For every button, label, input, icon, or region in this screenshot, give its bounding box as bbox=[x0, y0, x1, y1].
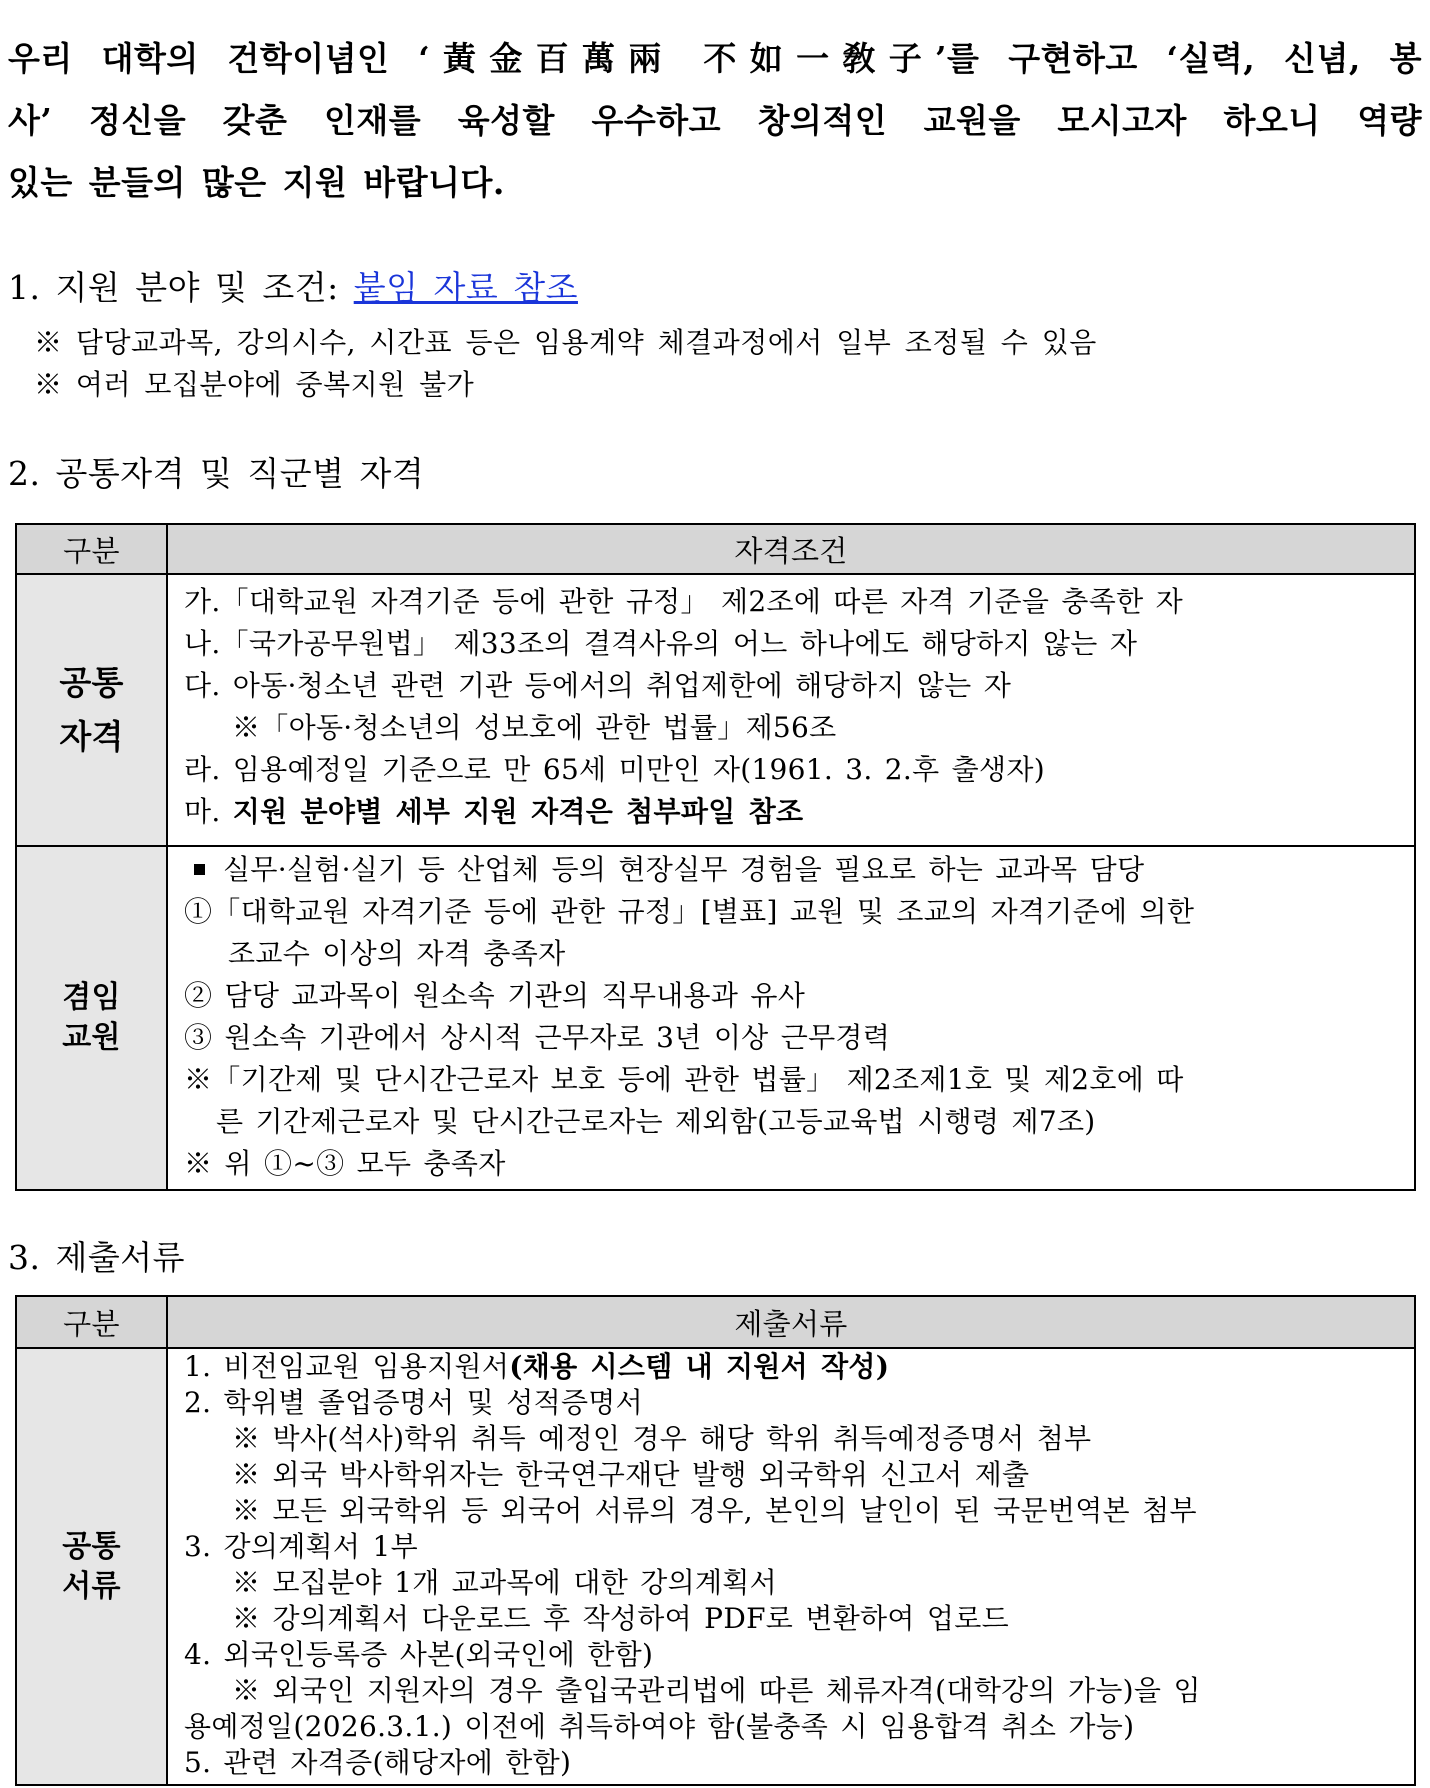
section2-title: 2. 공통자격 및 직군별 자격 bbox=[8, 454, 425, 493]
list-item: ※ 박사(석사)학위 취득 예정인 경우 해당 학위 취득예정증명서 첨부 bbox=[232, 1422, 1092, 1455]
header-category: 구분 bbox=[16, 1296, 167, 1348]
item-prefix: 마. bbox=[184, 795, 233, 828]
header-category: 구분 bbox=[16, 524, 167, 574]
category-line: 교원 bbox=[62, 1020, 121, 1055]
list-item: 5. 관련 자격증(해당자에 한함) bbox=[184, 1746, 572, 1779]
table-row bbox=[16, 846, 1415, 1190]
list-item: ※ 모집분야 1개 교과목에 대한 강의계획서 bbox=[232, 1566, 777, 1599]
category-line: 서류 bbox=[62, 1568, 121, 1604]
list-item: 라. 임용예정일 기준으로 만 65세 미만인 자(1961. 3. 2.후 출생자) bbox=[184, 753, 1045, 786]
section1-note: ※ 여러 모집분야에 중복지원 불가 bbox=[34, 368, 475, 401]
table-row bbox=[16, 574, 1415, 846]
documents-table bbox=[15, 1295, 1416, 1786]
list-item: 3. 강의계획서 1부 bbox=[184, 1530, 418, 1563]
list-item: 조교수 이상의 자격 충족자 bbox=[228, 937, 566, 970]
category-line: 겸임 bbox=[62, 980, 121, 1015]
intro-line: 우리 대학의 건학이념인 ‘黃金百萬兩 不如一敎子’를 구현하고 ‘실력, 신념, 봉 bbox=[8, 39, 1422, 78]
category-line: 자격 bbox=[59, 717, 124, 756]
list-item: 나.「국가공무원법」 제33조의 결격사유의 어느 하나에도 해당하지 않는 자 bbox=[184, 627, 1138, 660]
table-header-row bbox=[16, 524, 1415, 574]
square-bullet-icon bbox=[194, 864, 205, 875]
category-line: 공통 bbox=[62, 1528, 121, 1564]
table-header-row bbox=[16, 1296, 1415, 1348]
list-item: ※「기간제 및 단시간근로자 보호 등에 관한 법률」 제2조제1호 및 제2호에 따 bbox=[184, 1063, 1184, 1096]
item-text: 1. 비전임교원 임용지원서 bbox=[184, 1350, 510, 1383]
category-adjunct-faculty bbox=[16, 846, 167, 1190]
emphasis-text: (채용 시스템 내 지원서 작성) bbox=[509, 1350, 890, 1383]
list-item: 2. 학위별 졸업증명서 및 성적증명서 bbox=[184, 1386, 643, 1419]
section1-title bbox=[8, 266, 578, 310]
common-qualification-content bbox=[167, 574, 1415, 846]
list-item: 다. 아동·청소년 관련 기관 등에서의 취업제한에 해당하지 않는 자 bbox=[184, 669, 1012, 702]
category-common-documents bbox=[16, 1348, 167, 1785]
item-text: 실무·실험·실기 등 산업체 등의 현장실무 경험을 필요로 하는 교과목 담당 bbox=[223, 853, 1145, 886]
list-item: 용예정일(2026.3.1.) 이전에 취득하여야 함(불충족 시 임용합격 취소 가능) bbox=[184, 1710, 1135, 1743]
emphasis-text: 지원 분야별 세부 지원 자격은 첨부파일 참조 bbox=[232, 795, 804, 828]
list-item: ※ 모든 외국학위 등 외국어 서류의 경우, 본인의 날인이 된 국문번역본 첨부 bbox=[232, 1494, 1197, 1527]
list-item bbox=[184, 849, 1404, 891]
common-documents-content bbox=[167, 1348, 1415, 1785]
table-row bbox=[16, 1348, 1415, 1785]
list-item bbox=[184, 791, 1404, 833]
list-item: ※ 위 ①~③ 모두 충족자 bbox=[184, 1147, 506, 1180]
list-item: ※ 외국 박사학위자는 한국연구재단 발행 외국학위 신고서 제출 bbox=[232, 1458, 1030, 1491]
list-item: ③ 원소속 기관에서 상시적 근무자로 3년 이상 근무경력 bbox=[184, 1021, 891, 1054]
category-common-qualification bbox=[16, 574, 167, 846]
list-item bbox=[184, 1349, 1404, 1385]
list-item: 른 기간제근로자 및 단시간근로자는 제외함(고등교육법 시행령 제7조) bbox=[216, 1105, 1096, 1138]
intro-line: 사’ 정신을 갖춘 인재를 육성할 우수하고 창의적인 교원을 모시고자 하오니 역량 bbox=[8, 101, 1422, 140]
list-item: 4. 외국인등록증 사본(외국인에 한함) bbox=[184, 1638, 654, 1671]
header-content: 자격조건 bbox=[167, 524, 1415, 574]
list-item: 가.「대학교원 자격기준 등에 관한 규정」 제2조에 따른 자격 기준을 충족한 자 bbox=[184, 585, 1184, 618]
list-item: ①「대학교원 자격기준 등에 관한 규정」[별표] 교원 및 조교의 자격기준에 의한 bbox=[184, 895, 1195, 928]
list-item: ※「아동·청소년의 성보호에 관한 법률」제56조 bbox=[232, 711, 837, 744]
list-item: ※ 강의계획서 다운로드 후 작성하여 PDF로 변환하여 업로드 bbox=[232, 1602, 1009, 1635]
attachment-link[interactable]: 붙임 자료 참조 bbox=[353, 268, 578, 307]
section3-title: 3. 제출서류 bbox=[8, 1238, 185, 1277]
adjunct-qualification-content bbox=[167, 846, 1415, 1190]
qualification-table bbox=[15, 523, 1416, 1191]
category-line: 공통 bbox=[59, 663, 124, 702]
list-item: ※ 외국인 지원자의 경우 출입국관리법에 따른 체류자격(대학강의 가능)을 임 bbox=[232, 1674, 1201, 1707]
list-item: ② 담당 교과목이 원소속 기관의 직무내용과 유사 bbox=[184, 979, 806, 1012]
section1-note: ※ 담당교과목, 강의시수, 시간표 등은 임용계약 체결과정에서 일부 조정될 수 있음 bbox=[34, 326, 1097, 359]
header-content: 제출서류 bbox=[167, 1296, 1415, 1348]
section1-title-text: 1. 지원 분야 및 조건: bbox=[8, 268, 354, 307]
intro-line: 있는 분들의 많은 지원 바랍니다. bbox=[8, 163, 505, 202]
intro-paragraph bbox=[8, 28, 1422, 214]
